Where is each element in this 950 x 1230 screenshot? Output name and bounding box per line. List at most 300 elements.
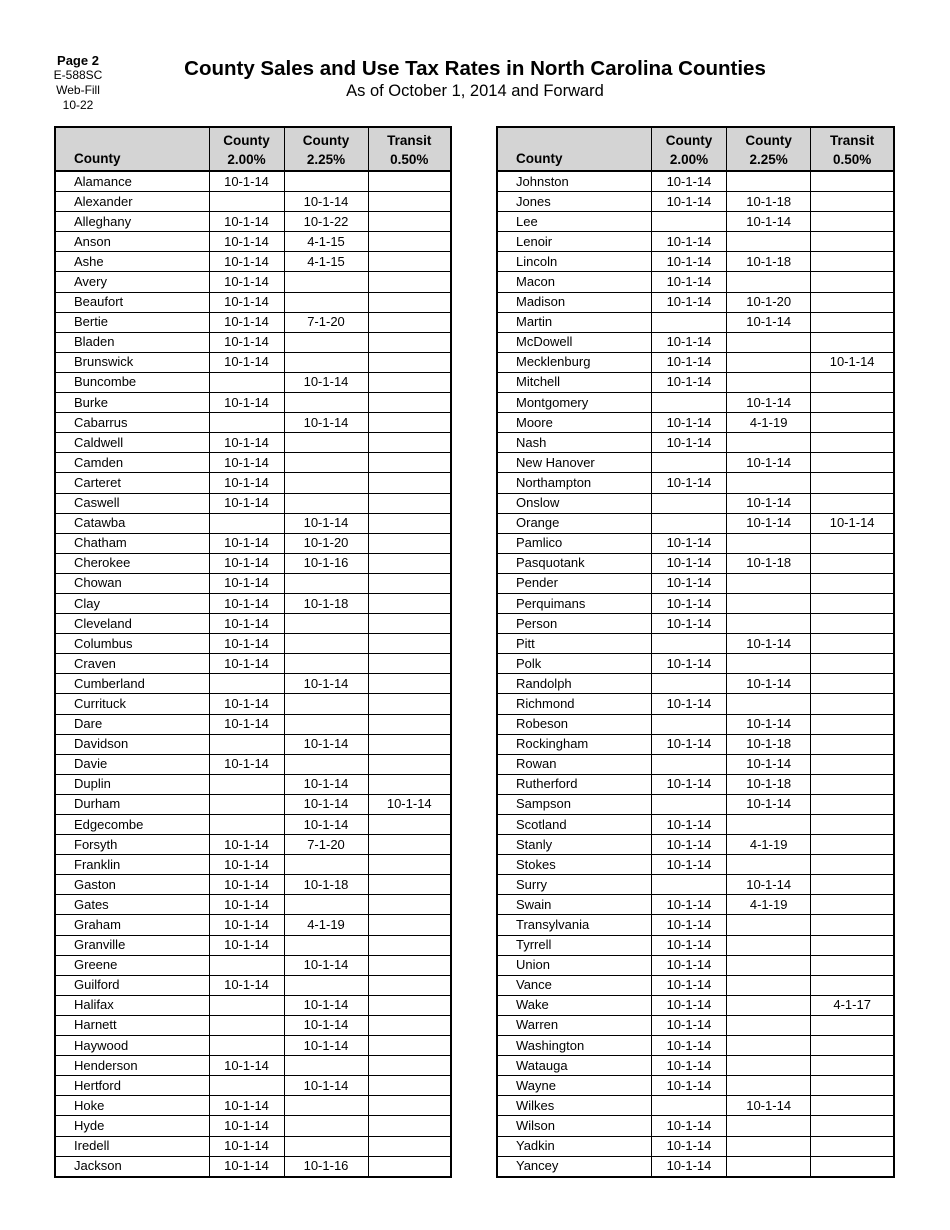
county-name-cell: Madison [497,292,651,312]
table-row [55,513,451,533]
county-2-00-cell: 10-1-14 [209,312,284,332]
transit-0-50-cell [811,553,894,573]
table-row [497,533,894,553]
transit-0-50-cell: 4-1-17 [811,995,894,1015]
county-2-25-cell: 10-1-20 [284,533,368,553]
county-2-00-cell: 10-1-14 [209,171,284,192]
transit-0-50-cell [811,332,894,352]
county-name-cell: Union [497,955,651,975]
table-row [55,1096,451,1116]
table-row [497,453,894,473]
transit-0-50-cell [811,453,894,473]
county-2-00-cell: 10-1-14 [209,493,284,513]
transit-0-50-cell [811,1015,894,1035]
transit-0-50-cell [811,413,894,433]
county-2-00-cell: 10-1-14 [651,915,726,935]
transit-0-50-cell [368,975,451,995]
table-row [55,915,451,935]
table-row [55,413,451,433]
county-2-25-cell [284,754,368,774]
county-2-00-cell [209,513,284,533]
transit-0-50-cell [811,192,894,212]
county-name-cell: Brunswick [55,352,209,372]
county-name-cell: Chatham [55,533,209,553]
table-row [55,493,451,513]
county-name-cell: Orange [497,513,651,533]
transit-0-50-cell [368,493,451,513]
county-2-00-cell: 10-1-14 [209,292,284,312]
county-name-cell: Rutherford [497,774,651,794]
transit-0-50-cell [811,372,894,392]
table-row [497,614,894,634]
table-row [497,252,894,272]
table-row [55,694,451,714]
transit-0-50-cell: 10-1-14 [811,513,894,533]
form-number: E-588SC [53,68,103,82]
county-2-25-cell: 4-1-19 [284,915,368,935]
transit-0-50-cell [368,252,451,272]
county-2-00-cell: 10-1-14 [651,553,726,573]
county-name-cell: Buncombe [55,372,209,392]
transit-0-50-cell [368,593,451,613]
transit-0-50-cell [811,754,894,774]
table-row [55,433,451,453]
transit-0-50-cell [368,312,451,332]
county-name-cell: Wilkes [497,1096,651,1116]
transit-0-50-cell [811,593,894,613]
county-2-00-cell: 10-1-14 [651,292,726,312]
transit-0-50-cell: 10-1-14 [811,352,894,372]
transit-0-50-cell [368,1015,451,1035]
transit-0-50-cell [811,393,894,413]
county-2-00-cell [209,192,284,212]
transit-0-50-cell [368,1156,451,1177]
transit-0-50-cell [368,895,451,915]
county-2-00-cell: 10-1-14 [651,232,726,252]
transit-0-50-cell [811,1036,894,1056]
county-name-cell: Polk [497,654,651,674]
table-row [497,272,894,292]
county-2-25-cell [284,975,368,995]
county-2-25-cell [284,1056,368,1076]
transit-0-50-cell [811,533,894,553]
county-2-00-cell: 10-1-14 [209,835,284,855]
county-2-25-cell: 10-1-14 [284,513,368,533]
county-name-cell: Johnston [497,171,651,192]
transit-0-50-cell [368,513,451,533]
table-row [497,332,894,352]
county-2-00-cell: 10-1-14 [209,1136,284,1156]
county-2-00-cell [651,513,726,533]
rates-table-left [54,126,452,1178]
county-2-00-cell: 10-1-14 [209,754,284,774]
county-2-00-cell: 10-1-14 [209,1056,284,1076]
county-2-25-cell [727,955,811,975]
county-name-cell: Avery [55,272,209,292]
county-2-25-cell [727,694,811,714]
county-name-cell: Person [497,614,651,634]
county-2-00-cell: 10-1-14 [651,955,726,975]
table-row [55,614,451,634]
county-2-25-cell [284,332,368,352]
county-2-25-cell: 10-1-14 [727,674,811,694]
county-2-00-cell: 10-1-14 [209,272,284,292]
county-2-00-cell [651,312,726,332]
table-row [55,1015,451,1035]
county-2-00-cell: 10-1-14 [651,835,726,855]
county-2-00-cell: 10-1-14 [651,533,726,553]
county-name-cell: Cleveland [55,614,209,634]
county-2-25-cell [727,533,811,553]
county-name-cell: Iredell [55,1136,209,1156]
county-2-00-cell: 10-1-14 [651,895,726,915]
county-2-25-cell [727,473,811,493]
county-2-25-cell [727,171,811,192]
county-name-cell: Hertford [55,1076,209,1096]
county-2-25-cell [727,1076,811,1096]
county-2-25-cell [284,1136,368,1156]
transit-0-50-cell [368,232,451,252]
county-2-25-cell: 10-1-14 [284,955,368,975]
table-row [55,1076,451,1096]
county-2-25-cell: 7-1-20 [284,835,368,855]
county-name-cell: Currituck [55,694,209,714]
county-name-cell: Transylvania [497,915,651,935]
transit-0-50-cell [811,835,894,855]
transit-0-50-cell [368,875,451,895]
county-name-cell: Lincoln [497,252,651,272]
county-2-25-cell [284,614,368,634]
county-2-00-cell: 10-1-14 [651,774,726,794]
county-2-25-cell: 10-1-14 [727,212,811,232]
county-2-00-cell: 10-1-14 [651,614,726,634]
transit-0-50-cell [368,553,451,573]
table-row [55,171,451,192]
table-row [497,513,894,533]
transit-0-50-cell [811,212,894,232]
county-2-00-cell: 10-1-14 [209,714,284,734]
transit-0-50-cell [368,754,451,774]
county-name-cell: Wayne [497,1076,651,1096]
county-name-cell: Beaufort [55,292,209,312]
county-name-cell: Hoke [55,1096,209,1116]
transit-0-50-cell [811,734,894,754]
county-name-cell: Durham [55,794,209,814]
table-row [497,413,894,433]
county-name-cell: Camden [55,453,209,473]
county-name-cell: Lenoir [497,232,651,252]
county-2-25-cell: 10-1-14 [284,192,368,212]
table-row [497,493,894,513]
transit-0-50-cell [368,1136,451,1156]
transit-0-50-cell [811,895,894,915]
table-row [497,593,894,613]
county-name-cell: Lee [497,212,651,232]
county-2-00-cell: 10-1-14 [651,593,726,613]
county-name-cell: Davidson [55,734,209,754]
table-row [497,1056,894,1076]
transit-0-50-cell: 10-1-14 [368,794,451,814]
county-2-00-cell: 10-1-14 [209,553,284,573]
transit-0-50-cell [811,634,894,654]
county-2-25-cell [727,855,811,875]
table-row [55,835,451,855]
county-2-00-cell: 10-1-14 [209,975,284,995]
county-name-cell: Duplin [55,774,209,794]
county-2-00-cell [651,674,726,694]
table-row [55,372,451,392]
table-row [55,634,451,654]
table-row [497,1116,894,1136]
county-2-25-cell: 10-1-14 [727,1096,811,1116]
county-2-25-cell: 10-1-14 [284,1015,368,1035]
county-2-25-cell [284,714,368,734]
county-2-25-cell [284,573,368,593]
county-2-25-cell: 10-1-14 [284,995,368,1015]
county-2-25-cell [727,352,811,372]
county-2-00-cell: 10-1-14 [209,212,284,232]
form-type: Web-Fill [56,83,100,97]
table-row [497,312,894,332]
table-row [497,372,894,392]
transit-0-50-cell [811,855,894,875]
county-name-cell: Carteret [55,473,209,493]
table-row [55,895,451,915]
county-name-cell: Nash [497,433,651,453]
county-2-00-cell: 10-1-14 [209,1116,284,1136]
table-row [497,674,894,694]
county-name-cell: Yadkin [497,1136,651,1156]
county-2-00-cell: 10-1-14 [651,372,726,392]
table-row [497,171,894,192]
county-name-cell: Robeson [497,714,651,734]
county-2-25-cell: 10-1-14 [284,1076,368,1096]
county-2-25-cell: 10-1-18 [727,774,811,794]
county-2-25-cell: 10-1-22 [284,212,368,232]
table-row [55,754,451,774]
county-name-cell: McDowell [497,332,651,352]
county-name-cell: Pasquotank [497,553,651,573]
county-column-header: County [497,127,651,171]
county-2-00-cell [651,493,726,513]
county-2-25-cell: 10-1-18 [727,553,811,573]
table-row [55,995,451,1015]
county-name-cell: Catawba [55,513,209,533]
transit-0-50-cell [368,212,451,232]
county-2-25-cell: 4-1-19 [727,835,811,855]
table-row [55,212,451,232]
county-2-25-cell: 10-1-16 [284,553,368,573]
transit-0-50-cell [368,393,451,413]
county-2-25-cell [727,332,811,352]
county-name-cell: Forsyth [55,835,209,855]
table-row [497,975,894,995]
county-2-25-cell: 4-1-19 [727,413,811,433]
table-row [497,915,894,935]
county-2-00-cell: 10-1-14 [651,272,726,292]
county-2-25-cell [284,393,368,413]
county-name-cell: Cherokee [55,553,209,573]
county-name-cell: Anson [55,232,209,252]
transit-0-50-cell [811,714,894,734]
county-name-cell: Craven [55,654,209,674]
table-row [497,955,894,975]
transit-0-50-cell [811,1156,894,1177]
table-row [55,352,451,372]
county-2-00-cell [651,634,726,654]
county-2-00-cell: 10-1-14 [209,332,284,352]
transit-0-50-cell [368,955,451,975]
transit-0-50-cell [811,252,894,272]
county-2-00-cell [209,1015,284,1035]
table-body [55,171,451,1177]
transit-0-50-cell [811,935,894,955]
county-2-25-cell [727,433,811,453]
county-2-25-cell [284,1116,368,1136]
county-2-00-cell: 10-1-14 [209,593,284,613]
county-2-25-cell [284,171,368,192]
county-2-00-cell [209,1036,284,1056]
county-name-cell: New Hanover [497,453,651,473]
county-name-cell: Montgomery [497,393,651,413]
table-row [497,232,894,252]
county-name-cell: Warren [497,1015,651,1035]
table-row [497,1136,894,1156]
transit-0-50-cell [811,573,894,593]
county-name-cell: Wake [497,995,651,1015]
county-2-00-cell [209,774,284,794]
county-2-25-cell: 10-1-18 [727,252,811,272]
transit-0-50-cell [368,573,451,593]
transit-0-50-cell [811,694,894,714]
county-2-25-cell: 10-1-14 [727,513,811,533]
table-row [55,533,451,553]
table-row [55,1056,451,1076]
county-2-00-cell: 10-1-14 [209,1156,284,1177]
county-2-00-column-header: County 2.00% [651,127,726,171]
county-name-cell: Alamance [55,171,209,192]
table-row [497,855,894,875]
county-2-00-cell: 10-1-14 [651,1015,726,1035]
county-name-cell: Yancey [497,1156,651,1177]
transit-0-50-cell [811,654,894,674]
table-row [55,935,451,955]
county-2-25-cell [727,573,811,593]
county-2-25-cell: 10-1-14 [727,393,811,413]
table-row [497,553,894,573]
county-2-25-cell [727,995,811,1015]
county-2-00-cell: 10-1-14 [651,1136,726,1156]
county-name-cell: Harnett [55,1015,209,1035]
county-name-cell: Cumberland [55,674,209,694]
table-row [55,232,451,252]
county-2-25-cell [727,272,811,292]
county-2-25-cell [727,1056,811,1076]
county-name-cell: Surry [497,875,651,895]
county-name-cell: Dare [55,714,209,734]
county-2-00-cell: 10-1-14 [651,433,726,453]
county-2-25-cell [727,1116,811,1136]
transit-0-50-cell [368,915,451,935]
county-name-cell: Watauga [497,1056,651,1076]
county-2-00-cell: 10-1-14 [209,935,284,955]
table-row [497,754,894,774]
transit-0-50-cell [811,1136,894,1156]
transit-0-50-cell [368,433,451,453]
county-2-25-cell: 10-1-14 [284,372,368,392]
transit-0-50-cell [368,272,451,292]
county-2-00-cell [651,1096,726,1116]
county-name-cell: Edgecombe [55,815,209,835]
table-row [55,393,451,413]
table-row [55,332,451,352]
county-2-00-cell [651,714,726,734]
table-row [497,473,894,493]
county-2-00-cell [651,875,726,895]
county-2-25-cell [727,1156,811,1177]
county-2-25-cell [727,372,811,392]
county-2-25-cell: 10-1-14 [284,734,368,754]
rates-table-right [496,126,895,1178]
transit-0-50-cell [811,774,894,794]
transit-0-50-cell [811,674,894,694]
transit-0-50-cell [368,1116,451,1136]
table-row [55,453,451,473]
transit-0-50-cell [811,915,894,935]
county-2-00-cell: 10-1-14 [209,232,284,252]
county-name-cell: Rowan [497,754,651,774]
county-2-00-cell [651,212,726,232]
county-name-cell: Ashe [55,252,209,272]
county-name-cell: Davie [55,754,209,774]
county-2-25-cell: 10-1-14 [727,453,811,473]
county-name-cell: Sampson [497,794,651,814]
table-row [55,674,451,694]
county-2-25-cell [284,292,368,312]
county-2-00-cell [209,794,284,814]
county-name-cell: Onslow [497,493,651,513]
transit-0-50-cell [811,614,894,634]
county-2-00-cell: 10-1-14 [651,1076,726,1096]
table-header [497,127,894,171]
transit-0-50-cell [368,1096,451,1116]
county-2-25-cell [284,694,368,714]
county-name-cell: Stokes [497,855,651,875]
table-row [55,1116,451,1136]
county-name-cell: Granville [55,935,209,955]
county-name-cell: Rockingham [497,734,651,754]
transit-0-50-cell [368,453,451,473]
county-2-25-cell [284,895,368,915]
county-name-cell: Haywood [55,1036,209,1056]
county-2-25-cell [727,1136,811,1156]
table-row [55,1036,451,1056]
county-2-25-cell: 10-1-14 [284,674,368,694]
table-row [497,212,894,232]
county-2-00-cell: 10-1-14 [651,171,726,192]
county-2-25-cell [284,654,368,674]
county-2-00-cell: 10-1-14 [651,1116,726,1136]
transit-0-50-cell [811,272,894,292]
transit-0-50-cell [811,493,894,513]
transit-0-50-cell [368,1056,451,1076]
county-2-25-cell [727,654,811,674]
county-2-25-cell: 4-1-19 [727,895,811,915]
county-2-25-cell [284,473,368,493]
county-2-25-cell [284,634,368,654]
form-date: 10-22 [62,98,94,112]
county-name-cell: Perquimans [497,593,651,613]
